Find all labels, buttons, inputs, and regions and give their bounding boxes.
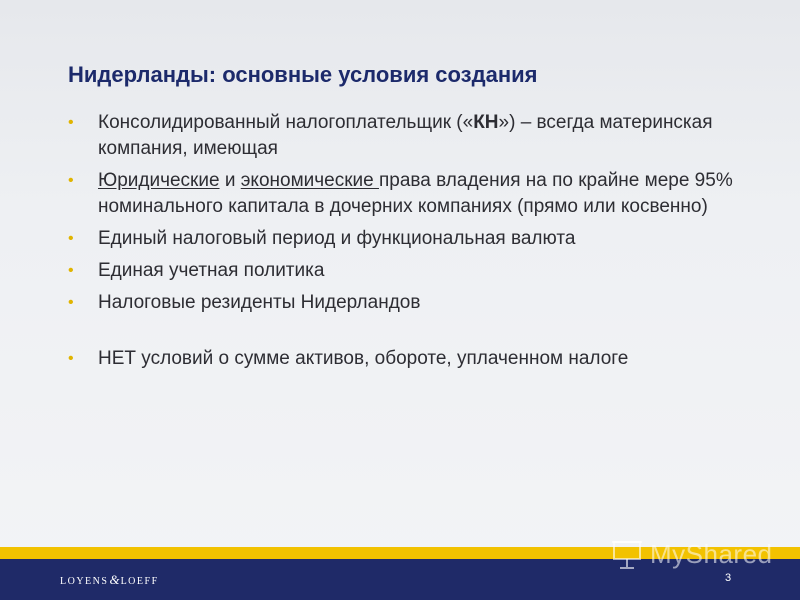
bullet-text: Единый налоговый период и функциональная валюта [98, 228, 576, 249]
bullet-text-post: ») – всегда материнская компания, имеющая [98, 112, 713, 159]
company-logo [60, 572, 159, 588]
watermark [610, 534, 773, 574]
bullet-marker: • [68, 262, 74, 279]
bullet-item [68, 258, 748, 284]
logo-right: LOEFF [120, 576, 159, 587]
bullet-list [68, 110, 748, 378]
logo-left: LOYENS [60, 576, 109, 587]
bullet-text-pre: Консолидированный налогоплательщик (« [98, 112, 474, 133]
bullet-marker: • [68, 114, 74, 131]
bullet-marker: • [68, 350, 74, 367]
bullet-item [68, 168, 748, 220]
bullet-marker: • [68, 172, 74, 189]
bullet-item [68, 290, 748, 316]
bullet-text-conj: и [219, 170, 241, 191]
slide-title: Нидерланды: основные условия создания [68, 62, 538, 87]
bullet-item [68, 226, 748, 252]
bullet-item [68, 110, 748, 162]
bullet-text: Налоговые резиденты Нидерландов [98, 292, 421, 313]
bullet-text: Единая учетная политика [98, 260, 325, 281]
bullet-text-bold: КН [473, 112, 499, 133]
bullet-text-underlined-economic: экономические [240, 170, 379, 191]
logo-ampersand: & [109, 572, 120, 587]
bullet-text: НЕТ условий о сумме активов, обороте, уплаченном налоге [98, 348, 629, 369]
bullet-text-underlined-legal: Юридические [98, 170, 220, 191]
presentation-board-icon [610, 537, 644, 571]
bullet-text-rest: права владения на по крайне мере 95% номинального капитала в дочерних компаниях (прямо или косвенно) [98, 170, 733, 217]
bullet-marker: • [68, 294, 74, 311]
watermark-text: MyShared [650, 538, 773, 569]
bullet-item [68, 346, 748, 372]
page-number: 3 [725, 572, 732, 584]
bullet-marker: • [68, 230, 74, 247]
